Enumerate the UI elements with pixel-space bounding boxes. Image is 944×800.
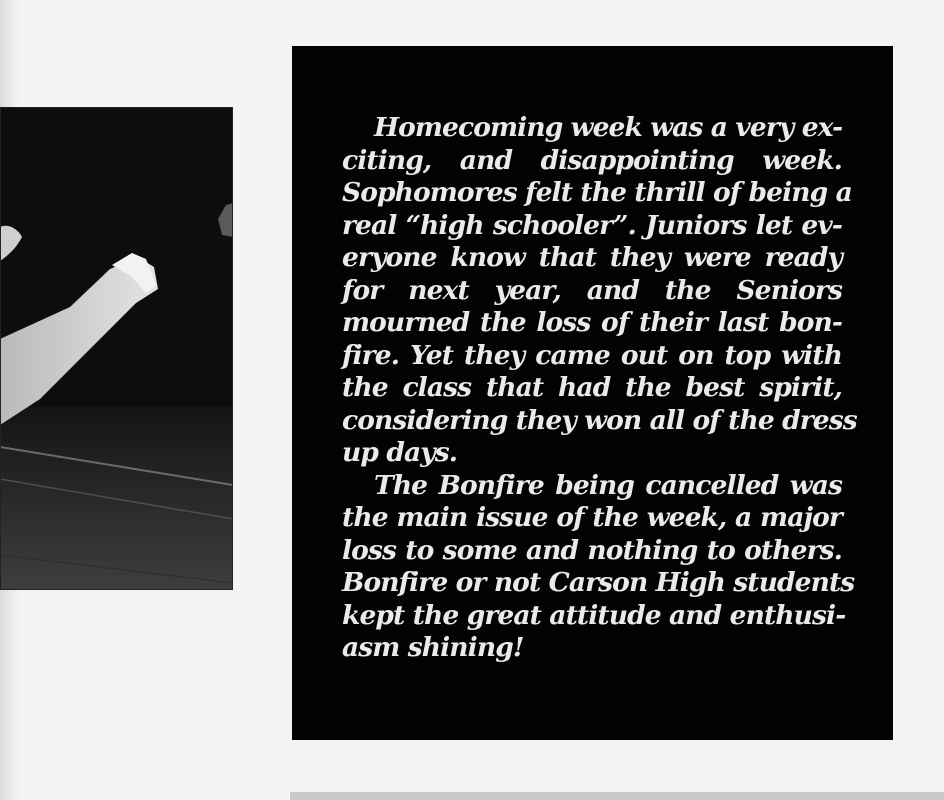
- article-line: for next year, and the Seniors: [342, 274, 842, 306]
- article-body: [342, 112, 857, 665]
- article-line: Homecoming week was a very ex-: [374, 112, 843, 143]
- article-line: citing, and disappointing week.: [342, 144, 842, 176]
- article-line: the main issue of the week, a major: [342, 502, 842, 533]
- article-paragraph-2: [342, 469, 855, 665]
- article-line: mourned the loss of their last bon-: [342, 307, 842, 338]
- article-line: considering they won all of the dress: [342, 404, 857, 436]
- article-line: loss to some and nothing to others.: [342, 534, 842, 566]
- article-line: The Bonfire being cancelled was: [374, 469, 842, 501]
- article-line: up days.: [342, 437, 458, 468]
- article-line: eryone know that they were ready: [342, 242, 842, 273]
- article-line: fire. Yet they came out on top with: [342, 339, 842, 371]
- article-line: Sophomores felt the thrill of being a: [342, 177, 852, 208]
- article-paragraph-1: [342, 112, 857, 470]
- article-line: asm shining!: [342, 632, 524, 663]
- article-line: Bonfire or not Carson High students: [342, 567, 855, 598]
- article-line: the class that had the best spirit,: [342, 372, 842, 403]
- page-bottom-edge: [290, 792, 944, 800]
- article-text-box: [292, 46, 893, 740]
- cheerleader-photo: [0, 107, 233, 590]
- article-line: kept the great attitude and enthusi-: [342, 599, 846, 631]
- article-line: real “high schooler”. Juniors let ev-: [342, 209, 842, 241]
